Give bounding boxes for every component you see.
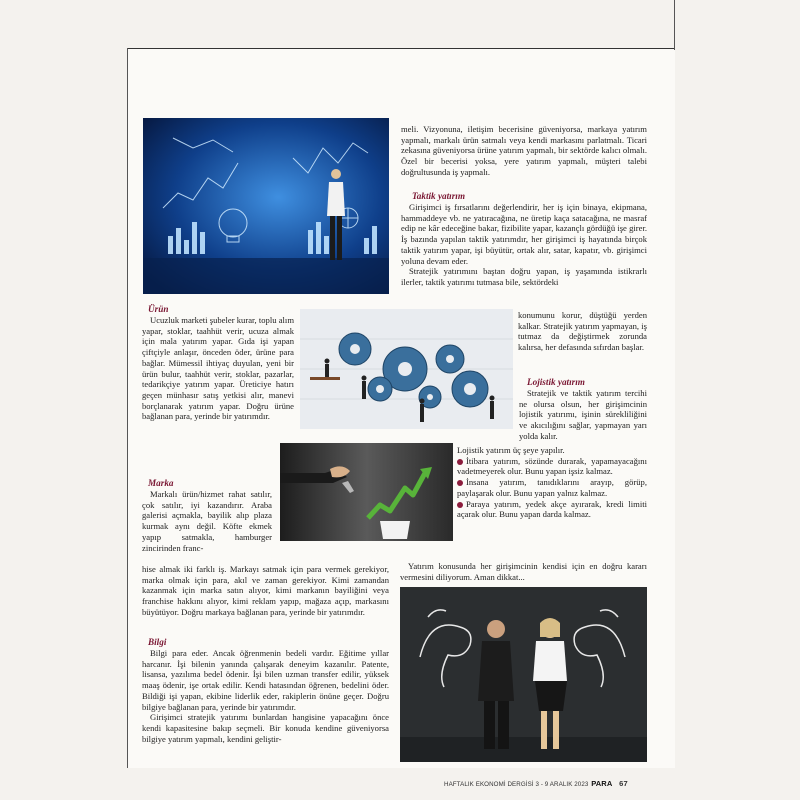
paragraph-taktik-1: Girişimci iş fırsatlarını değerlendirir, her iş için binaya, ekipmana, hammaddeye vb. ne yatıracağına, ne üretip kaça satacağına, ne masraf edip ne kâr edeceğine bakar, fizibilite yapar, kazançlı gördüğü işe girer. İş bazında yapılan taktik yatırımdır, her girişimci iş hayatında birçok taktik yatırım yapar, işi büyütür, ortak alır, satar, kapatır, vb. girişimci yoluna devam eder. <box>401 202 647 266</box>
heading-taktik: Taktik yatırım <box>412 191 466 201</box>
paragraph-taktik-2b: konumunu korur, düştüğü yerden kalkar. Stratejik yatırım yapmayan, iş tutmaz da değiştirmek zorunda kalırsa, her defasında sıfırdan başlar. <box>518 310 647 353</box>
image-chalk-muscles <box>400 587 647 762</box>
paragraph-urun: Ucuzluk marketi şubeler kurar, toplu alım yapar, stoklar, taahhüt verir, ucuza almak için mala yatırım yapar. Gıda işi yapan çiftçiyle anlaşır, önceden öder, ürüne para bağlar. Mümessil ihtiyaç duyulan, yeni bir ürün bulur, taahhüt verir, stoklar, pazarlar, tedarikçiye yatırım yapar. Üreticiye hatırı geçen münhasır satış yetkisi alır, manevi borçlanarak yatırım yapar. Doğru ürüne bağlanan para, yerinde bir yatırımdır. <box>142 315 294 422</box>
text-intro <box>401 124 647 178</box>
text-bilgi <box>142 648 389 744</box>
text-marka-a <box>142 489 272 553</box>
paragraph-lojistik-1b: Lojistik yatırım üç şeye yapılır. <box>457 445 565 455</box>
text-taktik-cont <box>518 310 647 353</box>
text-urun <box>142 315 294 422</box>
bullet-dot-icon <box>457 459 463 465</box>
page-number: 67 <box>619 779 628 788</box>
paragraph-lojistik-1a: Stratejik ve taktik yatırım tercihi ne olursa olsun, her girişimcinin lojistik yatırımı, işinin sürekliliğini ve akıcılığını sağlar, yapmayan yarı yolda kalır. <box>519 388 647 441</box>
heading-bilgi: Bilgi <box>148 637 167 647</box>
image-digital-charts <box>143 118 389 294</box>
footer-issue: 3 - 9 ARALIK 2023 <box>535 781 589 788</box>
text-closing <box>400 561 647 582</box>
heading-marka: Marka <box>148 478 174 488</box>
paragraph-intro: meli. Vizyonuna, iletişim becerisine güveniyorsa, markaya yatırım yapmalı, markalı ürün satmalı veya kendi markasını parlatmalı. Ticari zekasına güveniyorsa ürüne yatırım yapmalı, bir sektörde kalıcı olmalı. Özel bir becerisi yoksa, yere yatırım yapmalı, müşteri talebi doğrultusunda iş yapmalı. <box>401 124 647 177</box>
bullet-para: Paraya yatırım, yedek akçe ayırarak, kredi limiti açarak olur. Bunu yapan darda kalmaz. <box>457 498 647 520</box>
bullet-insan: İnsana yatırım, tanıdıklarını arayıp, görüp, paylaşarak olur. Bunu yapan yalnız kalmaz. <box>457 477 647 498</box>
left-rule <box>127 48 128 768</box>
footer-brand: PARA <box>591 779 613 788</box>
text-lojistik-b <box>457 445 647 520</box>
paragraph-bilgi-1: Bilgi para eder. Ancak öğrenmenin bedeli vardır. Eğitime yıllar harcanır. İşi bilenin yanında çalışarak deneyim kazanılır. Patente, lisansa, yazılıma bedel ödenir. İşi bilen uzman transfer edilir, yüksek maaş ödenir, işe ortak edilir. Kendi hatasından öğrenen, bedelini öder. Bildiği işi yapan, ekibine liderlik eder, rakiplerin önüne geçer. Doğru bilgiye bağlanan para, yerinde bir yatırımdır. <box>142 648 389 712</box>
chalk-muscles-illustration <box>400 587 647 762</box>
growth-plant-illustration <box>280 443 453 541</box>
page-footer <box>444 779 628 788</box>
digital-charts-illustration <box>143 118 389 294</box>
paragraph-bilgi-2: Girişimci stratejik yatırımı bunlardan hangisine yapacağını önce kendi kapasitesine bakıp seçmeli. Bir konuda kendine güveniyorsa bilgiye yatırım yapmalı, kendini geliştir- <box>142 712 389 744</box>
text-lojistik-a <box>519 388 647 442</box>
heading-lojistik: Lojistik yatırım <box>527 377 585 387</box>
bullet-itibar: İtibara yatırım, sözünde durarak, yapamayacağını vadetmeyerek olur. Bunu yapan işsiz kalmaz. <box>457 455 647 477</box>
paragraph-taktik-2a: Stratejik yatırımını baştan doğru yapan, iş yaşamında istikrarlı ilerler, taktik yatırımı tutmasa bile, sektördeki <box>401 266 647 287</box>
gears-illustration <box>300 309 513 429</box>
footer-magazine: HAFTALIK EKONOMİ DERGİSİ <box>444 781 534 788</box>
corner-rule <box>674 0 675 50</box>
paragraph-closing: Yatırım konusunda her girişimcinin kendisi için en doğru kararı vermesini diliyorum. Aman dikkat... <box>400 561 647 582</box>
heading-urun: Ürün <box>148 304 169 314</box>
text-marka-b <box>142 564 389 618</box>
bullet-dot-icon <box>457 502 463 508</box>
image-growth-plant <box>280 443 453 541</box>
paragraph-marka-a: Markalı ürün/hizmet rahat satılır, çok satılır, iyi kazandırır. Araba galerisi açmakla, bayilik alıp plaza kurmak aynı değil. Köfte ekmek yapıp satmakla, hamburger zincirinden franc- <box>142 489 272 553</box>
image-gears-team <box>300 309 513 429</box>
top-rule <box>127 48 675 49</box>
paragraph-marka-b: hise almak iki farklı iş. Markayı satmak için para vermek gerekiyor, marka olmak için para, akıl ve zaman gerekiyor. Kimi zamandan kazanmak için marka satın alıyor, kimi markanın bayiliğini veya franchise hakkını alıyor, kimi reklam yapıp, mağaza açıp, markasını büyütüyor. Doğru markaya bağlanan para, yerinde bir yatırımdır. <box>142 564 389 617</box>
bullet-dot-icon <box>457 480 463 486</box>
text-taktik <box>401 202 647 288</box>
